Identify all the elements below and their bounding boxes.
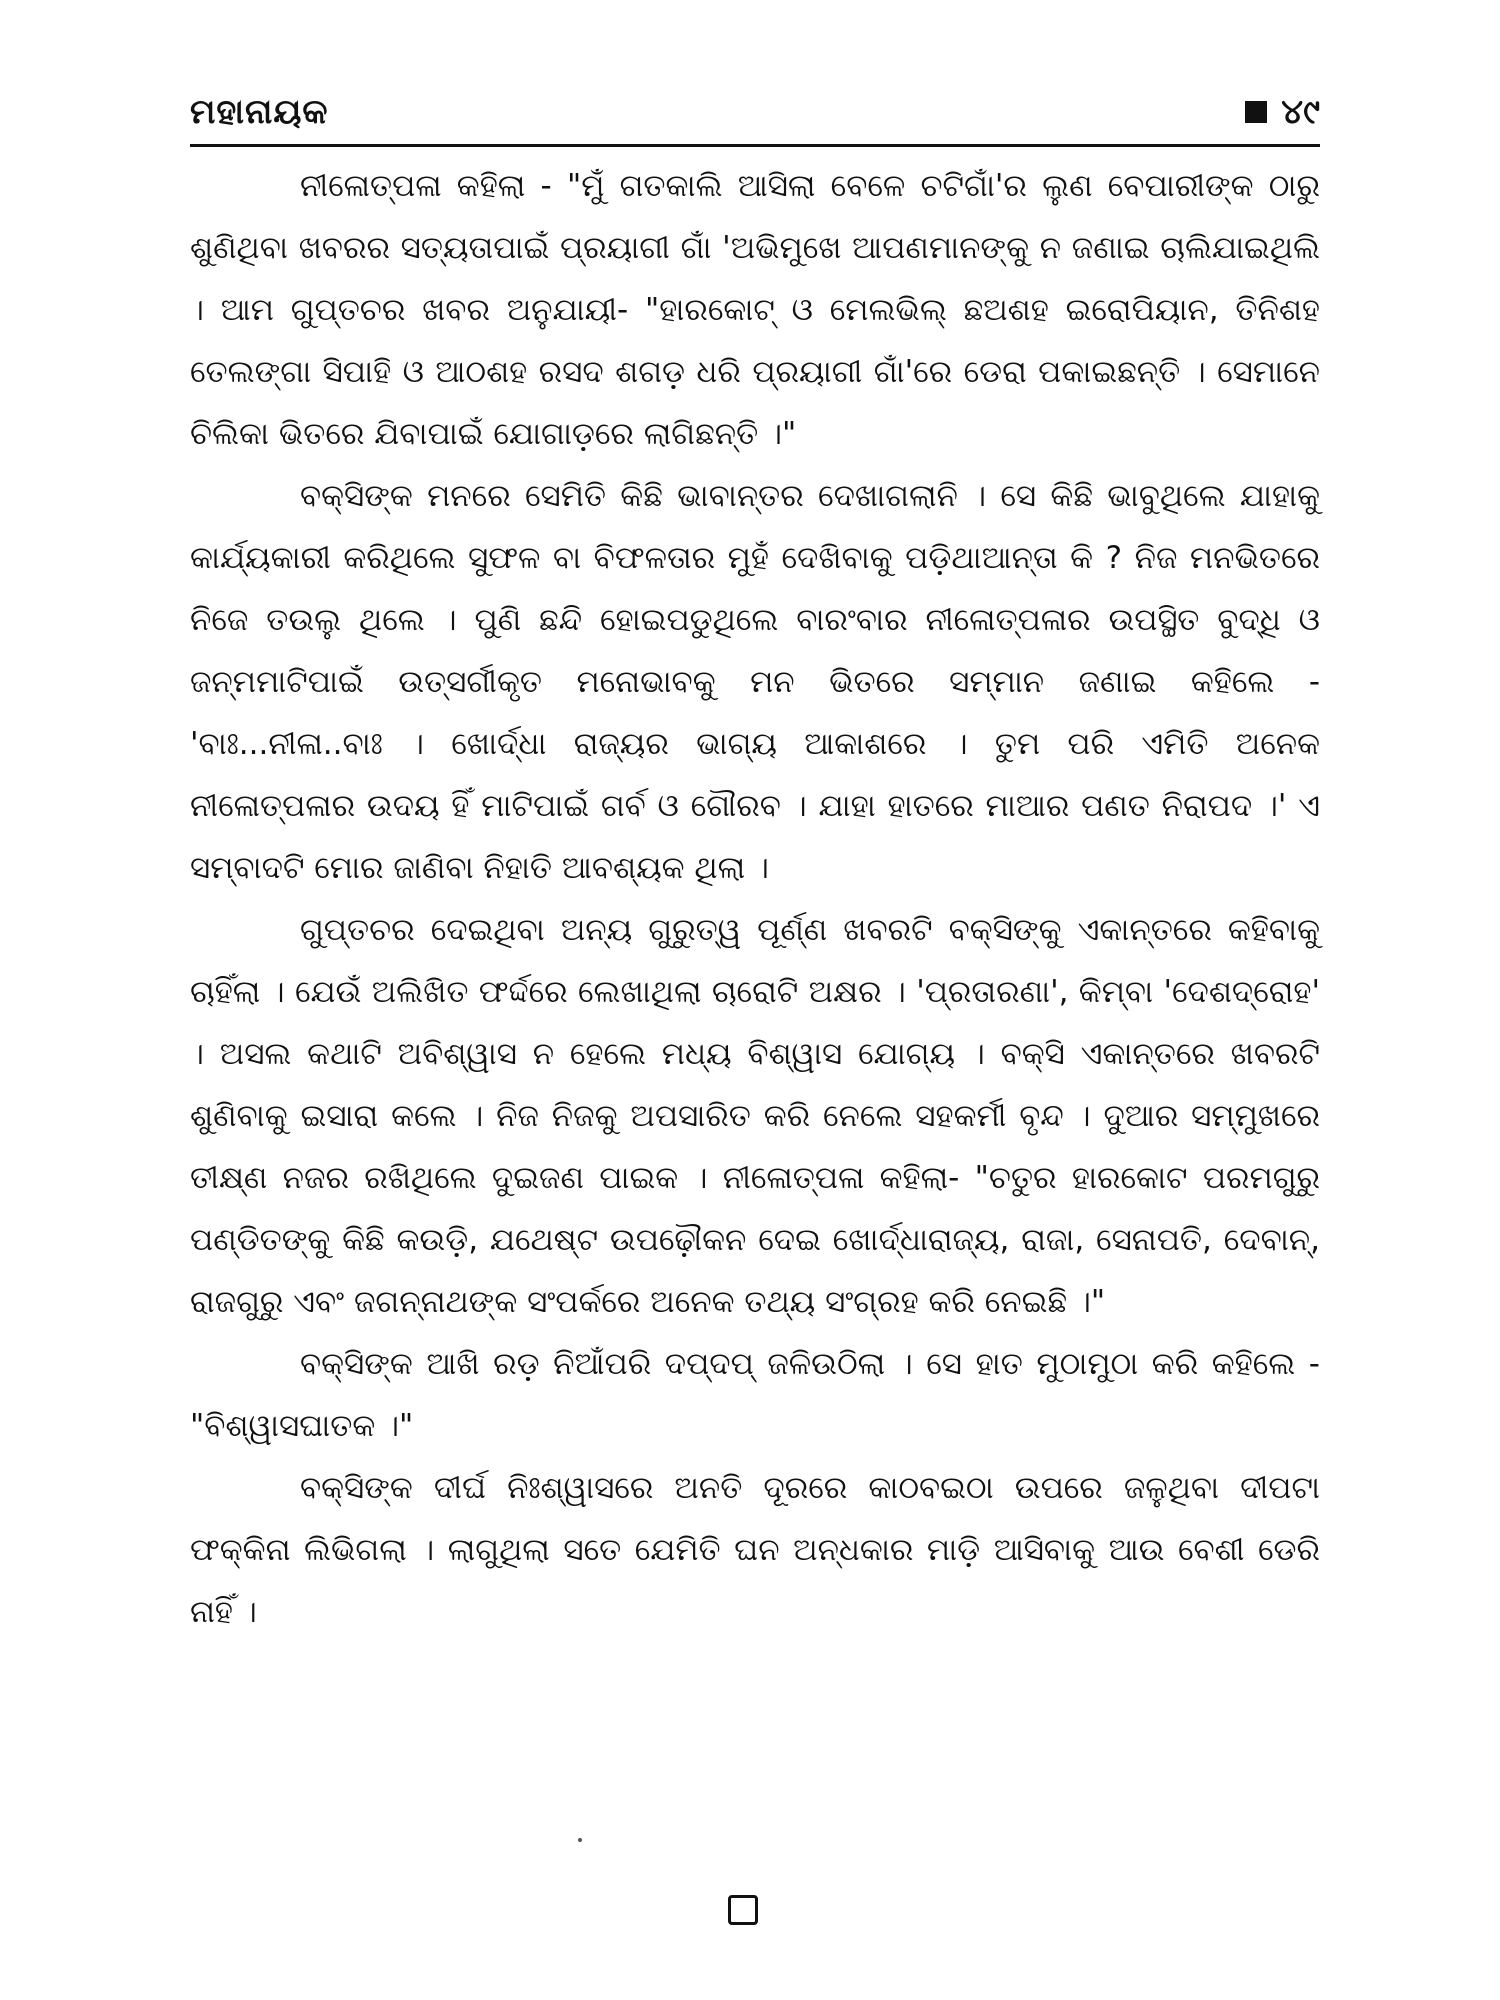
running-title: ମହାନାୟକ [190,92,329,132]
print-speck [578,1838,582,1842]
paragraph: ନୀଳୋତ୍ପଳା କହିଲା - "ମୁଁ ଗତକାଲି ଆସିଲା ବେଳେ ଚଟିଗାଁ'ର ଲୁଣ ବେପାରୀଙ୍କ ଠାରୁ ଶୁଣିଥିବା ଖବରର ସତ୍ୟତାପାଇଁ ପ୍ରୟାଗୀ ଗାଁ 'ଅଭିମୁଖେ ଆପଣମାନଙ୍କୁ ନ ଜଣାଇ ଚାଲିଯାଇଥିଲି । ଆମ ଗୁପ୍ତଚର ଖବର ଅନୁଯାୟୀ- "ହାରକୋଟ୍ ଓ ମେଲଭିଲ୍ ଛଅଶହ ଇରୋପିୟାନ, ତିନିଶହ ତେଲଙ୍ଗା ସିପାହି ଓ ଆଠଶହ ରସଦ ଶଗଡ଼ ଧରି ପ୍ରୟାଗୀ ଗାଁ'ରେ ଡେରା ପକାଇଛନ୍ତି । ସେମାନେ ଚିଲିକା ଭିତରେ ଯିବାପାଇଁ ଯୋଗାଡ଼ରେ ଲାଗିଛନ୍ତି ।" [190,168,1320,452]
paragraph: ବକ୍ସିଙ୍କ ଆଖି ରଡ଼ ନିଆଁପରି ଦପ୍‌ଦପ୍ ଜଳିଉଠିଲା । ସେ ହାତ ମୁଠାମୁଠା କରି କହିଲେ - "ବିଶ୍ୱାସଘାତକ ।" [190,1346,1320,1444]
page-folio [1245,92,1320,132]
paragraph: ବକ୍ସିଙ୍କ ମନରେ ସେମିତି କିଛି ଭାବାନ୍ତର ଦେଖାଗଲାନି । ସେ କିଛି ଭାବୁଥିଲେ ଯାହାକୁ କାର୍ଯ୍ୟକାରୀ କରିଥିଲେ ସୁଫଳ ବା ବିଫଳତାର ମୁହଁ ଦେଖିବାକୁ ପଡ଼ିଥାଆନ୍ତା କି ? ନିଜ ମନଭିତରେ ନିଜେ ତଉଲୁ ଥିଲେ । ପୁଣି ଛନ୍ଦି ହୋଇପଡୁଥିଲେ ବାରଂବାର ନୀଳୋତ୍ପଳାର ଉପସ୍ଥିତ ବୁଦ୍ଧି ଓ ଜନ୍ମମାଟିପାଇଁ ଉତ୍ସର୍ଗୀକୃତ ମନୋଭାବକୁ ମନ ଭିତରେ ସମ୍ମାନ ଜଣାଇ କହିଲେ - 'ବାଃ...ନୀଳା..ବାଃ । ଖୋର୍ଦ୍ଧା ରାଜ୍ୟର ଭାଗ୍ୟ ଆକାଶରେ । ତୁମ ପରି ଏମିତି ଅନେକ ନୀଳୋତ୍ପଳାର ଉଦୟ ହିଁ ମାଟିପାଇଁ ଗର୍ବ ଓ ଗୌରବ । ଯାହା ହାତରେ ମାଆର ପଣତ ନିରାପଦ ।' ଏ ସମ୍ବାଦଟି ମୋର ଜାଣିବା ନିହାତି ଆବଶ୍ୟକ ଥିଲା । [190,478,1320,886]
body-text [190,155,1320,1643]
footer-square-icon [728,1895,758,1925]
running-header [190,86,1320,146]
paragraph: ଗୁପ୍ତଚର ଦେଇଥିବା ଅନ୍ୟ ଗୁରୁତ୍ୱ ପୂର୍ଣ୍ଣ ଖବରଟି ବକ୍ସିଙ୍କୁ ଏକାନ୍ତରେ କହିବାକୁ ଚାହିଁଲା । ଯେଉଁ ଅଲିଖିତ ଫର୍ଦ୍ଦରେ ଲେଖାଥିଲା ଚାରୋଟି ଅକ୍ଷର । 'ପ୍ରତାରଣା', କିମ୍ବା 'ଦେଶଦ୍ରୋହ' । ଅସଲ କଥାଟି ଅବିଶ୍ୱାସ ନ ହେଲେ ମଧ୍ୟ ବିଶ୍ୱାସ ଯୋଗ୍ୟ । ବକ୍ସି ଏକାନ୍ତରେ ଖବରଟି ଶୁଣିବାକୁ ଇସାରା କଲେ । ନିଜ ନିଜକୁ ଅପସାରିତ କରି ନେଲେ ସହକର୍ମୀ ବୃନ୍ଦ । ଦୁଆର ସମ୍ମୁଖରେ ତୀକ୍ଷ୍ଣ ନଜର ରଖିଥିଲେ ଦୁଇଜଣ ପାଇକ । ନୀଳୋତ୍ପଳା କହିଲା- "ଚତୁର ହାରକୋଟ ପରମଗୁରୁ ପଣ୍ଡିତଙ୍କୁ କିଛି କଉଡ଼ି, ଯଥେଷ୍ଟ ଉପଢ଼ୌକନ ଦେଇ ଖୋର୍ଦ୍ଧାରାଜ୍ୟ, ରାଜା, ସେନାପତି, ଦେବାନ୍, ରାଜଗୁରୁ ଏବଂ ଜଗନ୍ନାଥଙ୍କ ସଂପର୍କରେ ଅନେକ ତଥ୍ୟ ସଂଗ୍ରହ କରି ନେଇଛି ।" [190,912,1320,1320]
header-rule [190,144,1320,147]
page-number: ୪୯ [1281,92,1320,132]
paragraph: ବକ୍ସିଙ୍କ ଦୀର୍ଘ ନିଃଶ୍ୱାସରେ ଅନତି ଦୂରରେ କାଠବଇଠା ଉପରେ ଜଳୁଥିବା ଦୀପଟା ଫକ୍‌କିନା ଲିଭିଗଲା । ଲାଗୁଥିଲା ସତେ ଯେମିତି ଘନ ଅନ୍ଧକାର ମାଡ଼ି ଆସିବାକୁ ଆଉ ବେଶୀ ଡେରି ନାହିଁ । [190,1470,1320,1630]
square-bullet-icon [1245,101,1267,123]
